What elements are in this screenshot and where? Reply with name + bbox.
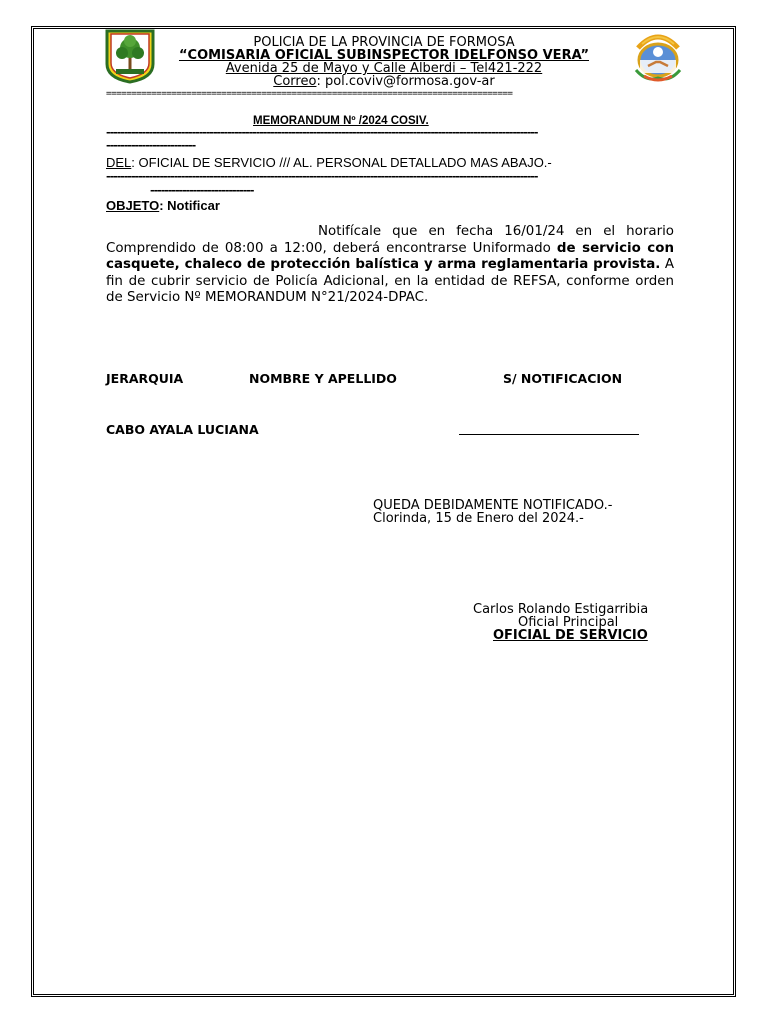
body-part-3: A fin de cubrir servicio de Policía Adicional, en la entidad de REFSA, conforme orden de Servicio Nº MEMORANDUM N°21/2024-DPAC. [106,257,674,306]
email-value: : pol.coviv@formosa.gov-ar [316,74,495,89]
header-comisaria-name: “COMISARIA OFICIAL SUBINSPECTOR IDELFONSO VERA” [178,48,589,63]
del-text: : OFICIAL DE SERVICIO /// AL. PERSONAL DETALLADO MAS ABAJO.- [131,155,552,170]
objeto-label: OBJETO [106,198,160,213]
dash-line-3: ------------------------------------------------------------------------------------------------------------------------- [106,170,538,183]
signature-blank-line [459,434,639,435]
signature-role: OFICIAL DE SERVICIO [493,628,648,643]
dash-line-1: ------------------------------------------------------------------------------------------------------------------------- [106,126,538,139]
header-jerarquia: JERARQUIA [106,371,184,386]
email-label: Correo [273,74,317,89]
table-row-name: CABO AYALA LUCIANA [106,422,259,437]
memo-title: MEMORANDUM Nº /2024 COSIV. [253,115,429,127]
header-separator: ================================================================================= [106,89,513,99]
objeto-text: : Notificar [159,198,220,213]
signature-rank: Oficial Principal [518,615,619,630]
dash-line-4: ----------------------------- [150,184,254,197]
objeto-line [106,198,220,213]
notice-line-2: Clorinda, 15 de Enero del 2024.- [373,511,584,526]
header-nombre-apellido: NOMBRE Y APELLIDO [249,371,397,386]
dash-line-2: ------------------------- [106,139,196,152]
header-notificacion: S/ NOTIFICACION [503,371,623,386]
signature-name: Carlos Rolando Estigarribia [473,602,649,617]
header-address: Avenida 25 de Mayo y Calle Alberdi – Tel421-222 [225,61,543,76]
header-email [0,74,768,89]
body-part-1: Notifícale que en fecha 16/01/24 en el horario Comprendido de 08:00 a 12:00, deberá encontrarse Uniformado [106,224,674,256]
del-line [106,155,552,170]
body-part-2-bold: de servicio con casquete, chaleco de protección balística y arma reglamentaria provista. [106,240,674,273]
header-police-name: POLICIA DE LA PROVINCIA DE FORMOSA [253,35,515,50]
memo-body [106,224,674,307]
del-label: DEL [106,155,132,170]
notice-line-1: QUEDA DEBIDAMENTE NOTIFICADO.- [373,498,613,513]
